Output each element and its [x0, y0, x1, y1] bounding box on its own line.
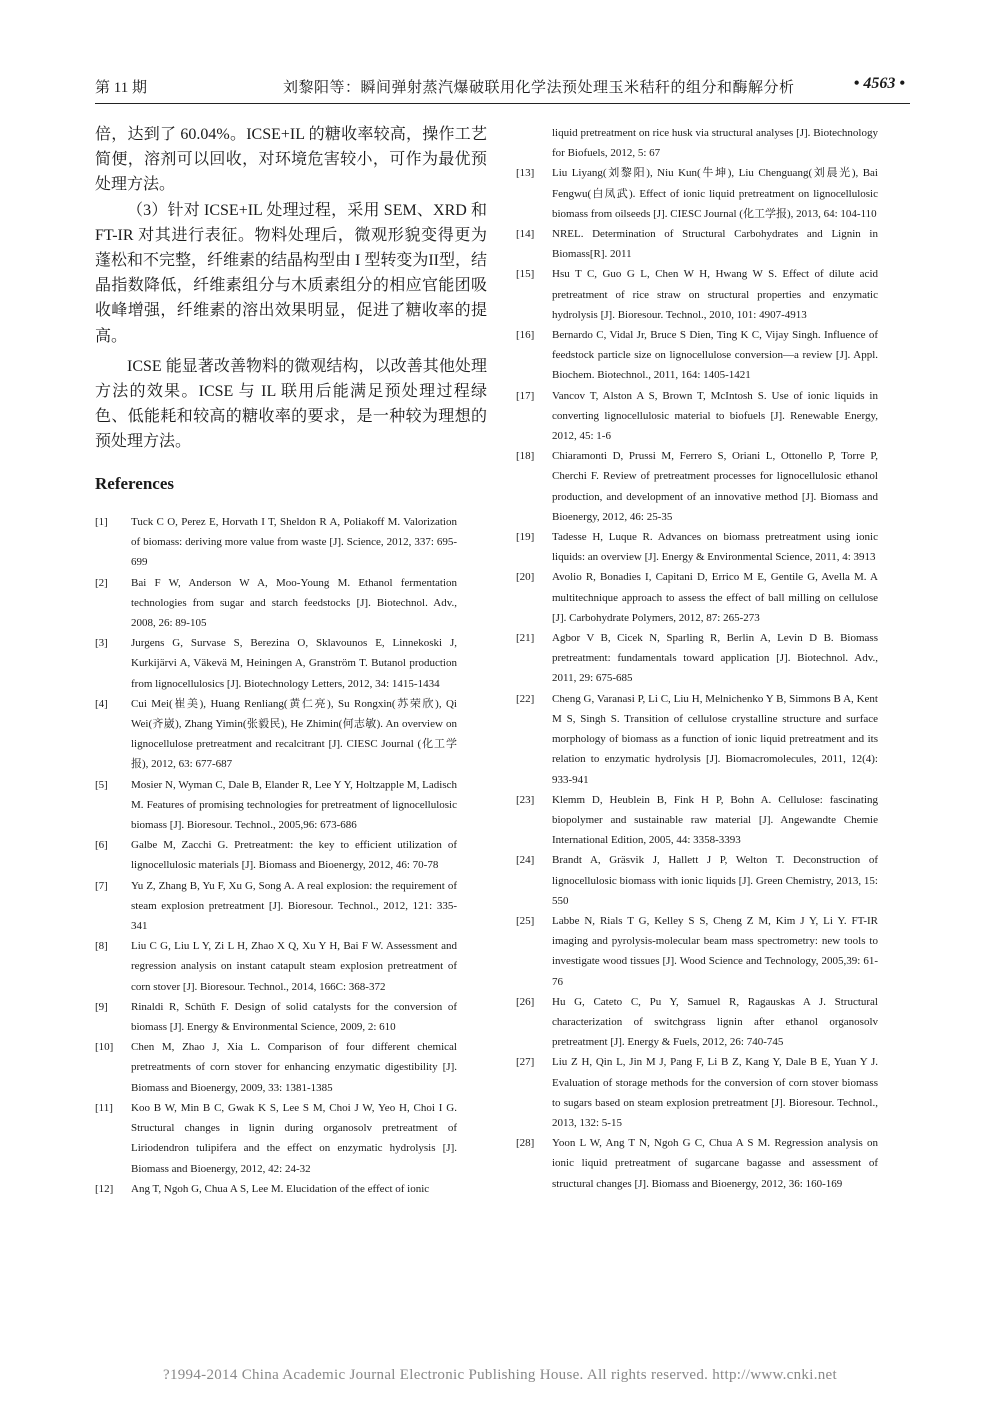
reference-text: Bai F W, Anderson W A, Moo-Young M. Ethanol fermentation technologies from sugar and starch feedstocks [J]. Biotechnol. Adv., 2008, 26: 89-105	[131, 576, 457, 630]
body-text	[95, 122, 487, 455]
reference-number: [26]	[516, 995, 535, 1008]
reference-text: Liu C G, Liu L Y, Zi L H, Zhao X Q, Xu Y H, Bai F W. Assessment and regression analysis on instant catapult steam explosion pretreatment of corn stover [J]. Bioresour. Technol., 2014, 166C: 368-372	[131, 940, 457, 993]
reference-item	[95, 1179, 457, 1199]
reference-number: [23]	[516, 793, 535, 806]
reference-item	[516, 689, 878, 790]
reference-number: [25]	[516, 914, 535, 927]
reference-item	[516, 790, 878, 851]
reference-text: Rinaldi R, Schüth F. Design of solid catalysts for the conversion of biomass [J]. Energy & Environmental Science, 2009, 2: 610	[131, 1000, 457, 1034]
paragraph-conclusion-2-end: 倍，达到了 60.04%。ICSE+IL 的糖收率较高，操作工艺简便，溶剂可以回收，对环境危害较小，可作为最优预处理方法。	[95, 126, 487, 194]
reference-text: Hsu T C, Guo G L, Chen W H, Hwang W S. Effect of dilute acid pretreatment of rice straw on structural properties and enzymatic hydrolysis [J]. Bioresour. Technol., 2010, 101: 4907-4913	[552, 268, 878, 321]
reference-number: [13]	[516, 167, 535, 180]
reference-item	[516, 527, 878, 567]
reference-item	[516, 992, 878, 1053]
reference-item	[95, 1037, 457, 1098]
copyright-footer: ?1994-2014 China Academic Journal Electronic Publishing House. All rights reserved. http://www.cnki.net	[163, 1367, 837, 1383]
reference-number: [6]	[95, 839, 108, 852]
reference-text: Vancov T, Alston A S, Brown T, McIntosh S. Use of ionic liquids in converting lignocellulosic material to biofuels [J]. Renewable Energy, 2012, 45: 1-6	[552, 389, 878, 443]
reference-text: Tuck C O, Perez E, Horvath I T, Sheldon R A, Poliakoff M. Valorization of biomass: deriving more value from waste [J]. Science, 2012, 337: 695-699	[131, 516, 457, 569]
reference-number: [18]	[516, 450, 535, 463]
reference-text: Chiaramonti D, Prussi M, Ferrero S, Oriani L, Ottonello P, Torre P, Cherchi F. Review of pretreatment processes for lignocellulosic ethanol production, and development of an innovative method [J]. Biomass and Bioenergy, 2012, 46: 25-35	[552, 450, 878, 523]
reference-number: [15]	[516, 268, 535, 281]
reference-text: Agbor V B, Cicek N, Sparling R, Berlin A, Levin D B. Biomass pretreatment: fundamentals toward application [J]. Biotechnol. Adv., 2011, 29: 675-685	[552, 632, 878, 685]
references-heading: References	[95, 474, 174, 493]
reference-item	[95, 1098, 457, 1179]
reference-item	[95, 876, 457, 937]
reference-item	[516, 386, 878, 447]
reference-number: [7]	[95, 879, 108, 892]
reference-text: liquid pretreatment on rice husk via structural analyses [J]. Biotechnology for Biofuels, 2012, 5: 67	[552, 127, 878, 160]
reference-number: [3]	[95, 637, 108, 650]
reference-item	[516, 911, 878, 992]
reference-item	[516, 446, 878, 527]
reference-text: Chen M, Zhao J, Xia L. Comparison of four different chemical pretreatments of corn stover for enhancing enzymatic digestibility [J]. Biomass and Bioenergy, 2009, 33: 1381-1385	[131, 1041, 457, 1094]
reference-text: Cui Mei(崔美), Huang Renliang(黄仁亮), Su Rongxin(苏荣欣), Qi Wei(齐崴), Zhang Yimin(张毅民), He Zhimin(何志敏). An overview on lignocellulose pretreatment and recalcitrant [J]. CIESC Journal (化工学报), 2012, 63: 677-687	[131, 697, 457, 771]
header-rule	[95, 103, 910, 104]
reference-item	[516, 264, 878, 325]
reference-text: Hu G, Cateto C, Pu Y, Samuel R, Ragauskas A J. Structural characterization of switchgrass lignin after ethanol organosolv pretreatment [J]. Energy & Fuels, 2012, 26: 740-745	[552, 995, 878, 1049]
running-title: 刘黎阳等：瞬间弹射蒸汽爆破联用化学法预处理玉米秸秆的组分和酶解分析	[283, 80, 795, 96]
reference-text: Koo B W, Min B C, Gwak K S, Lee S M, Choi J W, Yeo H, Choi I G. Structural changes in lignin during organosolv pretreatment of Liriodendron tulipifera and the effect on enzymatic hydrolysis [J]. Biomass and Bioenergy, 2012, 42: 24-32	[131, 1101, 457, 1175]
page-number: • 4563 •	[853, 75, 905, 92]
reference-item	[516, 1052, 878, 1133]
reference-item	[95, 775, 457, 836]
paragraph-conclusion-3: （3）针对 ICSE+IL 处理过程，采用 SEM、XRD 和 FT-IR 对其进行表征。物料处理后，微观形貌变得更为蓬松和不完整，纤维素的结晶构型由 I 型转变为II型，结晶指数降低，纤维素组分与木质素组分的相应官能团吸收峰增强，纤维素的溶出效果明显，促进了糖收率的提高。	[95, 201, 487, 345]
reference-number: [4]	[95, 697, 108, 710]
reference-text: Ang T, Ngoh G, Chua A S, Lee M. Elucidation of the effect of ionic	[131, 1182, 430, 1195]
reference-number: [10]	[95, 1041, 114, 1054]
reference-list-left	[95, 512, 457, 1199]
reference-number: [9]	[95, 1000, 108, 1013]
issue-label: 第 11 期	[95, 80, 147, 96]
reference-number: [8]	[95, 940, 108, 953]
reference-number: [19]	[516, 531, 535, 544]
reference-item	[516, 325, 878, 386]
reference-item	[516, 628, 878, 689]
reference-number: [2]	[95, 576, 108, 589]
reference-item	[95, 512, 457, 573]
reference-item	[516, 123, 878, 163]
paragraph-summary: ICSE 能显著改善物料的微观结构，以改善其他处理方法的效果。ICSE 与 IL 联用后能满足预处理过程绿色、低能耗和较高的糖收率的要求，是一种较为理想的预处理方法。	[95, 357, 487, 451]
reference-item	[95, 835, 457, 875]
reference-text: Jurgens G, Survase S, Berezina O, Sklavounos E, Linnekoski J, Kurkijärvi A, Väkevä M, Heiningen A, Granström T. Butanol production from lignocellulosics [J]. Biotechnology Letters, 2012, 34: 1415-1434	[131, 637, 457, 690]
reference-text: Brandt A, Gräsvik J, Hallett J P, Welton T. Deconstruction of lignocellulosic biomass with ionic liquids [J]. Green Chemistry, 2013, 15: 550	[552, 854, 878, 907]
reference-number: [22]	[516, 692, 535, 705]
reference-list-right	[516, 123, 878, 1194]
reference-item	[516, 163, 878, 224]
reference-number: [12]	[95, 1182, 114, 1195]
reference-number: [11]	[95, 1101, 113, 1114]
reference-number: [1]	[95, 516, 108, 528]
reference-text: Labbe N, Rials T G, Kelley S S, Cheng Z M, Kim J Y, Li Y. FT-IR imaging and pyrolysis-molecular beam mass spectrometry: new tools to investigate wood tissues [J]. Wood Science and Technology, 2005,39: 61-76	[552, 914, 878, 988]
reference-text: Yu Z, Zhang B, Yu F, Xu G, Song A. A real explosion: the requirement of steam explosion pretreatment [J]. Bioresour. Technol., 2012, 121: 335-341	[131, 879, 457, 933]
reference-text: NREL. Determination of Structural Carbohydrates and Lignin in Biomass[R]. 2011	[552, 228, 878, 261]
reference-text: Klemm D, Heublein B, Fink H P, Bohn A. Cellulose: fascinating biopolymer and sustainable raw material [J]. Angewandte Chemie International Edition, 2005, 44: 3358-3393	[552, 793, 878, 847]
reference-number: [5]	[95, 778, 108, 791]
reference-text: Tadesse H, Luque R. Advances on biomass pretreatment using ionic liquids: an overview [J]. Energy & Environmental Science, 2011, 4: 3913	[552, 531, 878, 564]
reference-text: Liu Z H, Qin L, Jin M J, Pang F, Li B Z, Kang Y, Dale B E, Yuan Y J. Evaluation of storage methods for the conversion of corn stover biomass to sugars based on steam explosion pretreatment [J]. Bioresour. Technol., 2013, 132: 5-15	[552, 1056, 878, 1129]
reference-item	[95, 694, 457, 775]
reference-item	[516, 567, 878, 628]
reference-number: [14]	[516, 228, 535, 241]
reference-item	[95, 936, 457, 997]
reference-item	[95, 633, 457, 694]
reference-number: [28]	[516, 1137, 535, 1150]
reference-number: [21]	[516, 632, 535, 645]
reference-number: [20]	[516, 571, 535, 584]
reference-number: [16]	[516, 329, 535, 342]
reference-text: Bernardo C, Vidal Jr, Bruce S Dien, Ting K C, Vijay Singh. Influence of feedstock particle size on lignocellulose conversion—a review [J]. Appl. Biochem. Biotechnol., 2011, 164: 1405-1421	[552, 329, 878, 382]
reference-text: Yoon L W, Ang T N, Ngoh G C, Chua A S M. Regression analysis on ionic liquid pretreatment of sugarcane bagasse and assessment of structural changes [J]. Biomass and Bioenergy, 2012, 36: 160-169	[552, 1137, 878, 1190]
reference-text: Avolio R, Bonadies I, Capitani D, Errico M E, Gentile G, Avella M. A multitechnique approach to assess the effect of ball milling on cellulose [J]. Carbohydrate Polymers, 2012, 87: 265-273	[552, 571, 878, 624]
reference-text: Mosier N, Wyman C, Dale B, Elander R, Lee Y Y, Holtzapple M, Ladisch M. Features of promising technologies for pretreatment of lignocellulosic biomass [J]. Bioresour. Technol., 2005,96: 673-686	[131, 778, 457, 832]
running-header	[95, 76, 905, 98]
reference-item	[95, 997, 457, 1037]
reference-text: Cheng G, Varanasi P, Li C, Liu H, Melnichenko Y B, Simmons B A, Kent M S, Singh S. Transition of cellulose crystalline structure and surface morphology of biomass as a function of ionic liquid pretreatment and its relation to enzymatic hydrolysis [J]. Biomacromolecules, 2011, 12(4): 933-941	[552, 692, 878, 786]
reference-item	[516, 224, 878, 264]
reference-text: Galbe M, Zacchi G. Pretreatment: the key to efficient utilization of lignocellulosic materials [J]. Biomass and Bioenergy, 2012, 46: 70-78	[131, 839, 457, 872]
reference-item	[95, 573, 457, 634]
reference-number: [17]	[516, 389, 535, 402]
reference-number: [27]	[516, 1056, 535, 1069]
reference-text: Liu Liyang(刘黎阳), Niu Kun(牛坤), Liu Chenguang(刘晨光), Bai Fengwu(白凤武). Effect of ionic liquid pretreatment on lignocellulosic biomass from oilseeds [J]. CIESC Journal (化工学报), 2013, 64: 104-110	[552, 167, 878, 220]
reference-number: [24]	[516, 854, 535, 867]
reference-item	[516, 1133, 878, 1194]
reference-item	[516, 850, 878, 911]
